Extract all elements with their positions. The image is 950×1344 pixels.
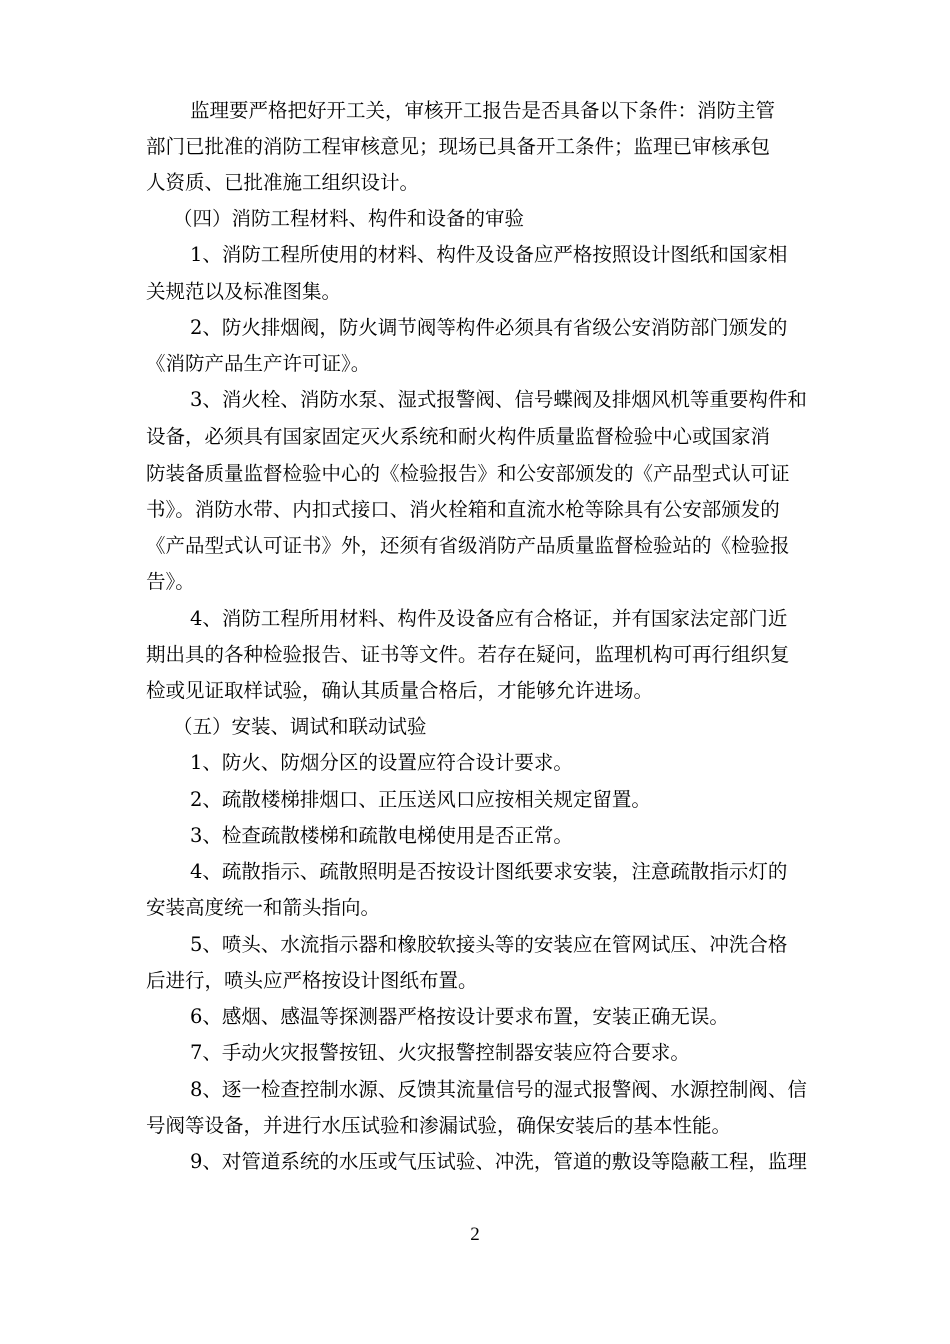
text-line: 安装高度统一和箭头指向。 (146, 896, 381, 919)
text-line: 4、疏散指示、疏散照明是否按设计图纸要求安装，注意疏散指示灯的 (190, 860, 788, 883)
text-line: 5、喷头、水流指示器和橡胶软接头等的安装应在管网试压、冲洗合格 (190, 933, 788, 956)
text-line: 人资质、已批准施工组织设计。 (146, 171, 420, 194)
page-number: 2 (470, 1224, 480, 1245)
text-line: 9、对管道系统的水压或气压试验、冲洗，管道的敷设等隐蔽工程，监理 (190, 1150, 807, 1173)
text-line: 告》。 (146, 570, 195, 593)
text-line: 2、疏散楼梯排烟口、正压送风口应按相关规定留置。 (190, 788, 651, 811)
text-line: 书》。消防水带、内扣式接口、消火栓箱和直流水枪等除具有公安部颁发的 (146, 498, 780, 521)
text-line: 监理要严格把好开工关，审核开工报告是否具备以下条件：消防主管 (190, 99, 776, 122)
text-line: 1、防火、防烟分区的设置应符合设计要求。 (190, 751, 573, 774)
text-line: 1、消防工程所使用的材料、构件及设备应严格按照设计图纸和国家相 (190, 243, 788, 266)
text-line: 8、逐一检查控制水源、反馈其流量信号的湿式报警阀、水源控制阀、信 (190, 1078, 807, 1101)
section-heading: （四）消防工程材料、构件和设备的审验 (173, 207, 525, 230)
text-line: 3、消火栓、消防水泵、湿式报警阀、信号蝶阀及排烟风机等重要构件和 (190, 388, 807, 411)
text-line: 关规范以及标准图集。 (146, 280, 342, 303)
text-line: 4、消防工程所用材料、构件及设备应有合格证，并有国家法定部门近 (190, 607, 788, 630)
text-line: 检或见证取样试验，确认其质量合格后，才能够允许进场。 (146, 679, 654, 702)
text-line: 后进行，喷头应严格按设计图纸布置。 (146, 969, 478, 992)
text-line: 《产品型式认可证书》外，还须有省级消防产品质量监督检验站的《检验报 (146, 534, 790, 557)
text-line: 设备，必须具有国家固定灭火系统和耐火构件质量监督检验中心或国家消 (146, 425, 771, 448)
text-line: 3、检查疏散楼梯和疏散电梯使用是否正常。 (190, 824, 573, 847)
text-line: 7、手动火灾报警按钮、火灾报警控制器安装应符合要求。 (190, 1041, 690, 1064)
text-line: 部门已批准的消防工程审核意见；现场已具备开工条件；监理已审核承包 (146, 135, 771, 158)
text-line: 防装备质量监督检验中心的《检验报告》和公安部颁发的《产品型式认可证 (146, 462, 790, 485)
text-line: 号阀等设备，并进行水压试验和渗漏试验，确保安装后的基本性能。 (146, 1114, 732, 1137)
text-line: 2、防火排烟阀，防火调节阀等构件必须具有省级公安消防部门颁发的 (190, 316, 788, 339)
text-line: 6、感烟、感温等探测器严格按设计要求布置，安装正确无误。 (190, 1005, 729, 1028)
text-line: 《消防产品生产许可证》。 (146, 352, 371, 375)
section-heading: （五）安装、调试和联动试验 (173, 715, 427, 738)
text-line: 期出具的各种检验报告、证书等文件。若存在疑问，监理机构可再行组织复 (146, 643, 790, 666)
